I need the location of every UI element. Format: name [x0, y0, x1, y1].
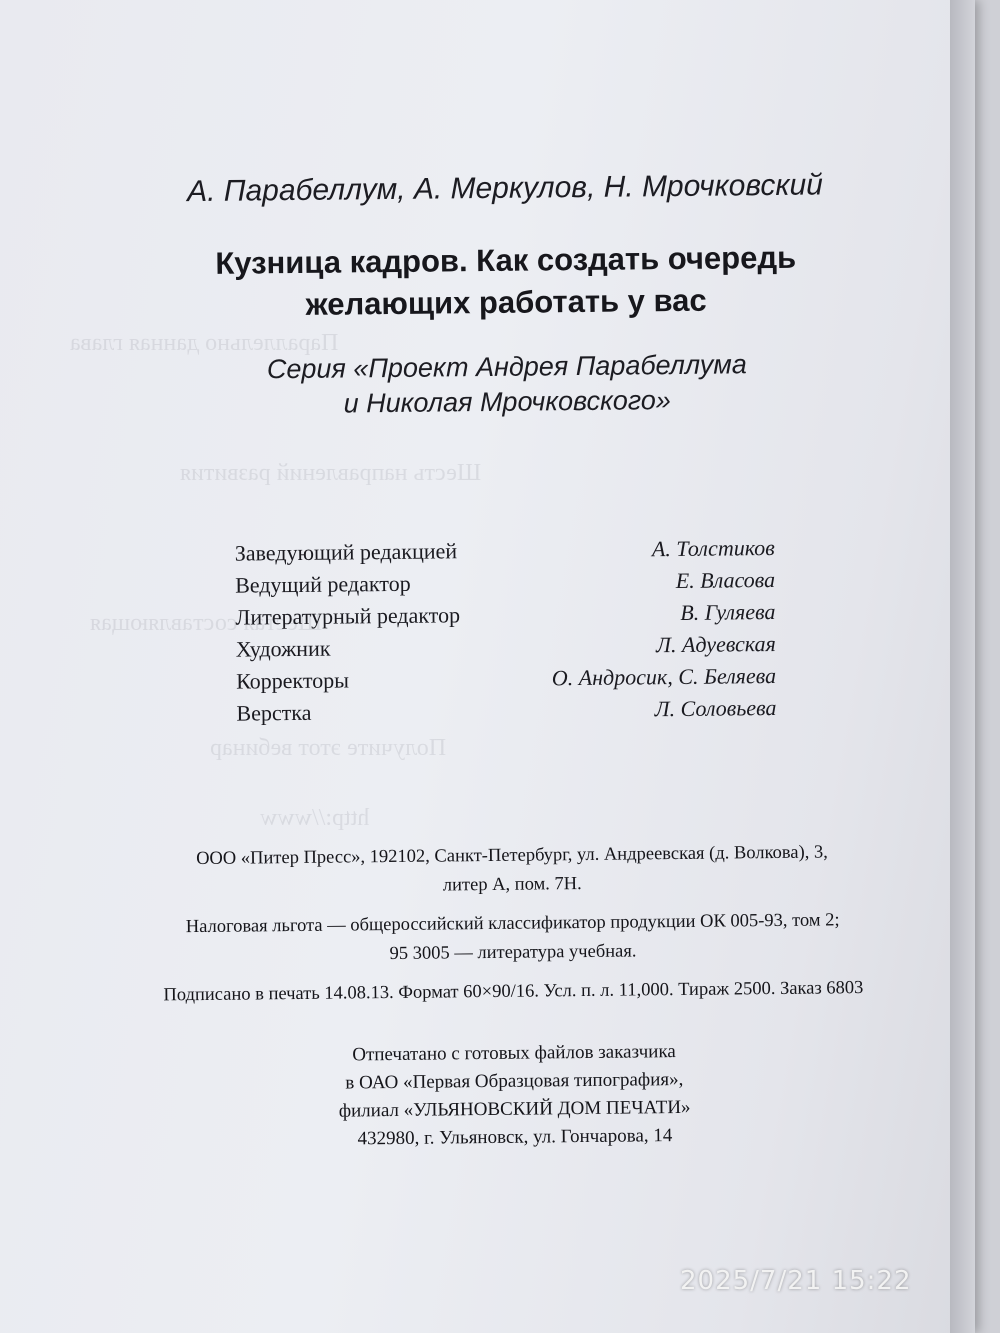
- credit-name: О. Андросик, С. Беляева: [551, 662, 777, 691]
- photo-timestamp: 2025/7/21 15:22: [680, 1266, 912, 1296]
- series-line: и Николая Мрочковского»: [343, 385, 671, 419]
- credit-name: Л. Соловьева: [654, 694, 777, 722]
- printing-line: в ОАО «Первая Образцовая типография»,: [345, 1068, 684, 1094]
- bleed-through-text: Шестая составляющая: [90, 610, 323, 636]
- credit-role: Корректоры: [236, 667, 350, 694]
- credit-role: Литературный редактор: [235, 602, 461, 630]
- publisher-line: литер А, пом. 7Н.: [442, 874, 582, 896]
- publisher-line: ООО «Питер Пресс», 192102, Санкт-Петербург, ул. Андреевская (д. Волкова), 3,: [196, 842, 828, 870]
- book-title: [106, 236, 907, 328]
- publisher-imprint: [72, 837, 954, 1021]
- bleed-through-text: Параллельно данная глава: [70, 330, 339, 356]
- credit-name: В. Гуляева: [680, 598, 776, 625]
- credit-name: Е. Власова: [675, 566, 776, 594]
- printing-line: филиал «УЛЬЯНОВСКИЙ ДОМ ПЕЧАТИ»: [338, 1096, 691, 1122]
- title-line: желающих работать у вас: [305, 282, 707, 322]
- printing-house: [134, 1036, 895, 1156]
- credits-list: [235, 535, 777, 733]
- printing-line: Отпечатано с готовых файлов заказчика: [352, 1041, 676, 1066]
- series-line: Серия «Проект Андрея Парабеллума: [266, 349, 748, 385]
- tax-line: Налоговая льгота — общероссийский классификатор продукции ОК 005-93, том 2;: [185, 910, 840, 938]
- title-line: Кузница кадров. Как создать очередь: [215, 239, 797, 281]
- credit-role: Верстка: [236, 699, 312, 726]
- credit-role: Ведущий редактор: [235, 570, 411, 598]
- series-name: [107, 346, 908, 424]
- tax-note: [73, 905, 954, 972]
- bleed-through-text: Шесть направлений развития: [180, 460, 482, 486]
- print-details: Подписано в печать 14.08.13. Формат 60×90/16. Усл. п. л. 11,000. Тираж 2500. Заказ 6803: [163, 978, 864, 1006]
- credit-name: Л. Адуевская: [655, 630, 776, 658]
- bleed-through-text: http://www: [260, 805, 370, 831]
- authors: А. Парабеллум, А. Меркулов, Н. Мрочковский: [186, 168, 824, 209]
- credit-role: Художник: [235, 635, 331, 662]
- credit-row: [236, 695, 776, 733]
- tax-line: 95 3005 — литература учебная.: [389, 941, 637, 965]
- printing-line: 432980, г. Ульяновск, ул. Гончарова, 14: [357, 1125, 673, 1150]
- credit-role: Заведующий редакцией: [234, 538, 458, 566]
- publisher-address: [72, 837, 953, 904]
- credit-name: А. Толстиков: [651, 534, 775, 562]
- bleed-through-text: Получите этот вебинар: [210, 735, 447, 761]
